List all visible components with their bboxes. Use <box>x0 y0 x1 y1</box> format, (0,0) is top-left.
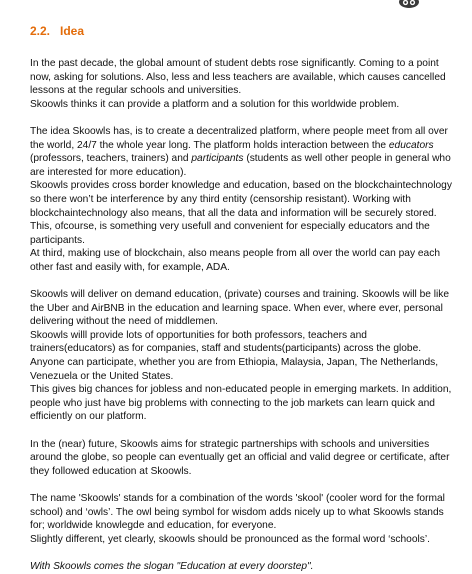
paragraph-platform-idea: The idea Skoowls has, is to create a decentralized platform, where people meet from all over the world, 24/7 the whole year long. The platform holds interaction between the educators (professors, teachers, trainers) and participants (students as well other people in general who are interested for more education). <box>30 125 451 178</box>
paragraph-payments: At third, making use of blockchain, also means people from all over the world can pay each other fast and easily with, for example, ADA. <box>30 248 440 273</box>
paragraph-student-debts: In the past decade, the global amount of student debts rose significantly. Coming to a point now, asking for solutions. Also, less and less teachers are available, which causes cancelled lessons at the regular schools and universities. <box>30 58 446 97</box>
slogan: With Skoowls comes the slogan "Education at every doorstep". <box>30 560 314 572</box>
owl-logo-icon <box>398 0 420 8</box>
section-heading <box>30 24 84 38</box>
educators-term: educators <box>388 139 434 151</box>
paragraph-chances: This gives big chances for jobless and non-educated people in emerging markets. In addition, people who just have big problems with connecting to the job markets can learn quick and efficiently on our platform. <box>30 384 452 423</box>
paragraph-partnerships: In the (near) future, Skoowls aims for strategic partnerships with schools and universities around the globe, so people can eventually get an official and valid degree or certificate, after they followed education at Skoowls. <box>30 438 450 477</box>
paragraph-pronunciation: Slightly different, yet clearly, skoowls should be pronounced as the formal word ‘schools’. <box>30 533 430 545</box>
participants-term: participants <box>191 153 244 165</box>
paragraph-on-demand: Skoowls will deliver on demand education, (private) courses and training. Skoowls will be like the Uber and AirBNB in the education and learning space. When ever, where ever, personal delivering without the need of middlemen. <box>30 289 450 328</box>
document-body <box>30 57 454 574</box>
paragraph-name-origin: The name 'Skoowls' stands for a combination of the words 'skool' (cooler word for the formal school) and ‘owls’. The owl being symbol for wisdom adds nicely up to what Skoowls stands for; worldwide knowlegde and education, for everyone. <box>30 493 445 532</box>
paragraph-opportunities: Skoowls willl provide lots of opportunities for both professors, teachers and trainers(educators) as for companies, staff and students(participants) across the globe. <box>30 329 422 355</box>
paragraph-blockchain: Skoowls provides cross border knowledge and education, based on the blockchaintechnology so there won’t be interference by any third entity (censorship resistant). Working with blockchaintechnology also means, that all the data and information will be securely stored. This, ofcourse, is something very usefull and convenient for especially educators and the participants. <box>30 180 452 246</box>
section-number: 2.2. <box>30 24 51 38</box>
section-title: Idea <box>60 24 85 38</box>
paragraph-skoowls-solution: Skoowls thinks it can provide a platform and a solution for this worldwide problem. <box>30 98 400 110</box>
paragraph-anyone: Anyone can participate, whether you are from Ethiopia, Malaysia, Japan, The Netherlands, Venezuela or the United States. <box>30 357 439 382</box>
